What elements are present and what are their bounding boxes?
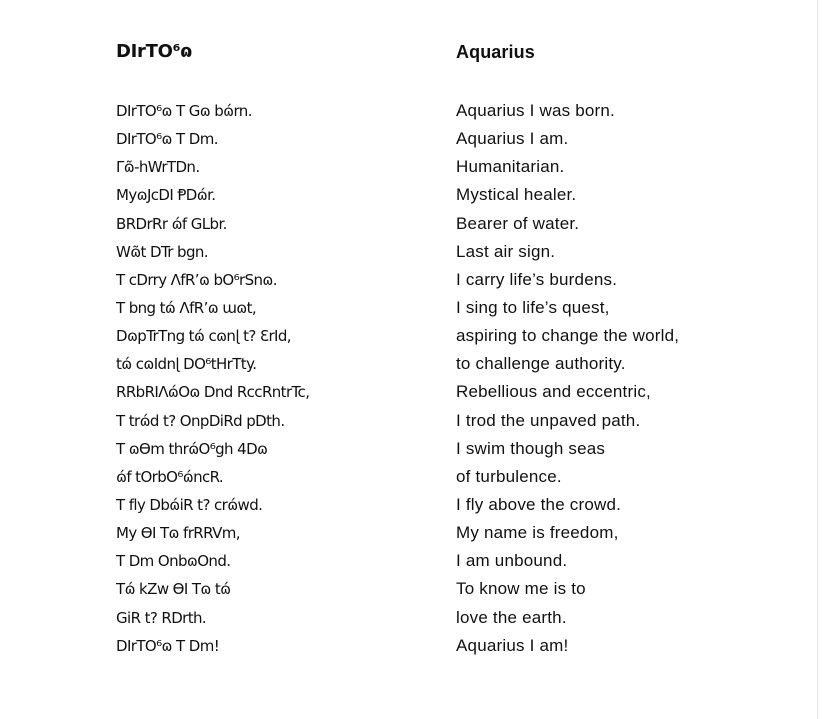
transliterated-poem-line: T bng tɷ́ ɅfR’ɷ ɯɷt, xyxy=(116,298,257,317)
transliterated-poem-line: T Dm OnbɷOnd. xyxy=(116,552,231,571)
transliterated-poem-column xyxy=(116,38,436,660)
english-poem-line: aspiring to change the world, xyxy=(456,326,680,346)
english-poem-line: to challenge authority. xyxy=(456,354,626,374)
english-poem-line: Aquarius I am! xyxy=(456,635,569,655)
english-poem-column xyxy=(456,38,786,660)
english-poem-line: Aquarius I am. xyxy=(456,129,569,149)
english-poem-line: of turbulence. xyxy=(456,466,562,486)
english-poem-line: Rebellious and eccentric, xyxy=(456,382,651,402)
transliterated-poem-line: MyɷJcDI ⱣDɷ́r. xyxy=(116,186,216,205)
english-poem-line: I fly above the crowd. xyxy=(456,494,622,514)
english-poem-line: I trod the unpaved path. xyxy=(456,410,641,430)
page-edge-divider xyxy=(817,0,818,719)
english-poem-line: I am unbound. xyxy=(456,551,568,571)
transliterated-poem-line: DIrTO⁶ɷ T Gɷ bɷ́rn. xyxy=(116,102,252,120)
transliterated-poem-line: tɷ́ cɷIdnɭ DO⁶tHrTty. xyxy=(116,355,257,374)
english-poem-title: Aquarius xyxy=(456,42,535,62)
transliterated-poem-line: Wɷ̃t DTr bgn. xyxy=(116,242,208,261)
english-poem-line: Aquarius I was born. xyxy=(456,101,615,120)
english-poem-line: Bearer of water. xyxy=(456,213,580,233)
english-poem-line: Last air sign. xyxy=(456,241,556,261)
english-poem-line: love the earth. xyxy=(456,607,567,627)
transliterated-poem-line: DIrTO⁶ɷ T Dm! xyxy=(116,636,220,655)
english-poem-line: To know me is to xyxy=(456,579,586,599)
english-poem-line: Humanitarian. xyxy=(456,157,565,177)
transliterated-poem-line: T trɷ́d t? OnpDiRd pDth. xyxy=(116,411,285,430)
transliterated-poem-title: DIrTO⁶ɷ xyxy=(116,41,193,62)
english-poem-line: I sing to life’s quest, xyxy=(456,297,610,317)
transliterated-poem-line: RRbRIɅɷ́Oɷ Dnd RccRntrTc, xyxy=(116,383,310,402)
english-poem-line: I carry life’s burdens. xyxy=(456,269,618,289)
transliterated-poem-line: DɷpTrTng tɷ́ cɷnɭ t? ƐrId, xyxy=(116,327,291,346)
transliterated-poem-lines xyxy=(116,97,436,660)
transliterated-poem-line: T fly Dbɷ́iR t? crɷ́wd. xyxy=(116,495,263,514)
english-poem-lines xyxy=(456,97,786,660)
transliterated-poem-line: My ƟI Tɷ frRRVm, xyxy=(116,524,240,543)
english-poem-line: Mystical healer. xyxy=(456,185,577,205)
transliterated-poem-line: BRDrRr ɷ́f GLbr. xyxy=(116,214,227,233)
transliterated-poem-line: Γɷ̃-hWrTDn. xyxy=(116,158,200,177)
transliterated-poem-line: DIrTO⁶ɷ T Dm. xyxy=(116,130,218,149)
english-poem-line: I swim though seas xyxy=(456,438,606,458)
transliterated-poem-line: ɷ́f tOrbO⁶ɷ́ncR. xyxy=(116,467,224,486)
transliterated-poem-line: Tɷ́ kZw ƟI Tɷ tɷ́ xyxy=(116,580,231,599)
english-poem-line: My name is freedom, xyxy=(456,523,619,543)
transliterated-poem-line: GiR t? RDrth. xyxy=(116,608,207,627)
transliterated-poem-line: T cDrry ɅfR’ɷ bO⁶rSnɷ. xyxy=(116,270,277,289)
transliterated-poem-line: T ɷƟm thrɷ́O⁶gh 4Dɷ xyxy=(116,439,268,458)
